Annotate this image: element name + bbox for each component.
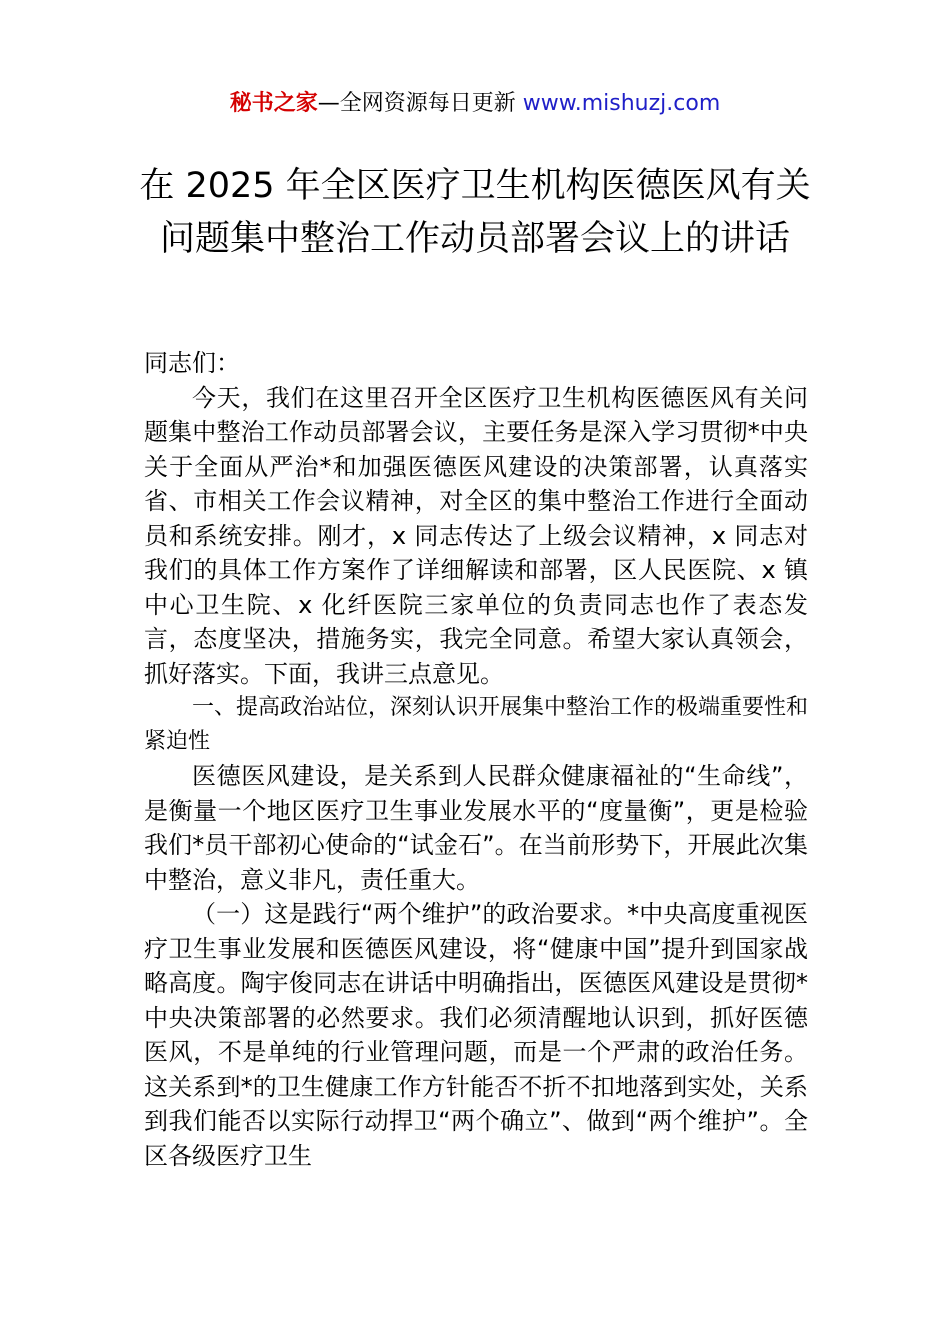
section-heading-1: 一、提高政治站位，深刻认识开展集中整治工作的极端重要性和紧迫性	[144, 695, 809, 754]
title-line-2: 问题集中整治工作动员部署会议上的讲话	[159, 219, 790, 259]
paragraph-3: （一）这是践行“两个维护”的政治要求。*中央高度重视医疗卫生事业发展和医德医风建设，将“健康中国”提升到国家战略高度。陶宇俊同志在讲话中明确指出，医德医风建设是贯彻*中央决策部署的必然要求。我们必须清醒地认识到，抓好医德医风，不是单纯的行业管理问题，而是一个严肃的政治任务。这关系到*的卫生健康工作方针能否不折不扣地落到实处，关系到我们能否以实际行动捍卫“两个确立”、做到“两个维护”。全区各级医疗卫生	[144, 900, 808, 1170]
paragraph-1: 今天，我们在这里召开全区医疗卫生机构医德医风有关问题集中整治工作动员部署会议，主要任务是深入学习贯彻*中央关于全面从严治*和加强医德医风建设的决策部署，认真落实省、市相关工作会议精神，对全区的集中整治工作进行全面动员和系统安排。刚才，x 同志传达了上级会议精神，x 同志对我们的具体工作方案作了详细解读和部署，区人民医院、x 镇中心卫生院、x 化纤医院三家单位的负责同志也作了表态发言，态度坚决，措施务实，我完全同意。希望大家认真领会，抓好落实。下面，我讲三点意见。	[144, 383, 808, 688]
document-body	[144, 346, 808, 1173]
site-header	[0, 88, 950, 120]
paragraph-2: 医德医风建设，是关系到人民群众健康福祉的“生命线”，是衡量一个地区医疗卫生事业发展水平的“度量衡”，更是检验我们*员干部初心使命的“试金石”。在当前形势下，开展此次集中整治，意义非凡，责任重大。	[144, 762, 808, 894]
title-line-1: 在 2025 年全区医疗卫生机构医德医风有关	[139, 166, 811, 206]
document-title	[110, 160, 840, 266]
salutation: 同志们：	[144, 349, 240, 377]
site-url-link[interactable]: www.mishuzj.com	[522, 91, 721, 116]
site-tagline: —全网资源每日更新	[317, 91, 516, 116]
site-name: 秘书之家	[229, 91, 318, 116]
